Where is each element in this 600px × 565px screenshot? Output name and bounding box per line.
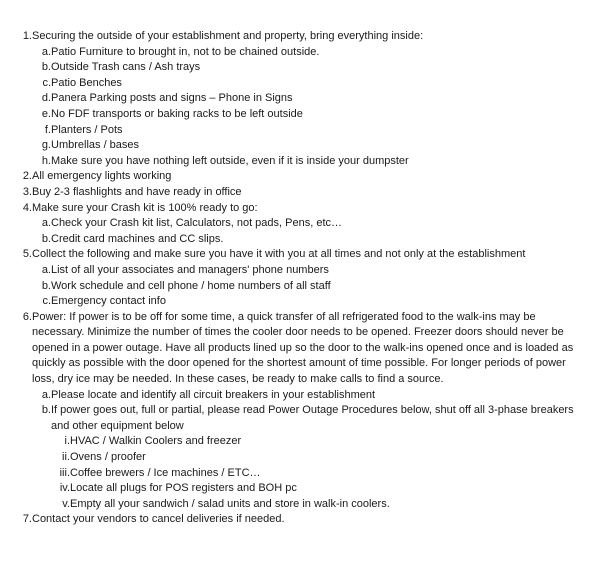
list-item-text: Umbrellas / bases [51,139,140,152]
list-marker: iii. [59,466,70,479]
list-item-level-2 [0,279,600,295]
list-marker: b. [41,61,51,74]
list-item-text: Patio Furniture to brought in, not to be chained outside. [51,45,320,58]
list-item-level-2 [0,263,600,279]
list-item-text: All emergency lights working [32,170,172,183]
list-item-level-3 [0,434,600,450]
numbered-list [0,29,600,528]
list-item-level-1 [0,29,600,45]
list-item-level-2 [0,138,600,154]
list-marker: b. [41,232,51,245]
list-item-text: Buy 2-3 flashlights and have ready in office [32,185,242,198]
list-marker: 1. [22,30,32,42]
list-marker: a. [41,45,51,58]
list-item-text: Collect the following and make sure you have it with you at all times and not only at the establishment [32,248,526,261]
list-marker: 4. [22,201,32,214]
list-item-text: Locate all plugs for POS registers and BOH pc [70,482,297,495]
list-item-level-2 [0,388,600,404]
list-item-text: Ovens / proofer [70,451,146,464]
list-item-text: Securing the outside of your establishment and property, bring everything inside: [32,30,424,42]
list-item-level-1 [0,201,600,217]
list-item-level-3 [0,450,600,466]
list-marker: ii. [62,451,70,464]
list-item-level-2 [0,232,600,248]
list-item-level-2 [0,154,600,170]
list-item-level-2 [0,123,600,139]
list-item-level-2 [0,60,600,76]
list-marker: 5. [22,248,32,261]
list-item-text: Work schedule and cell phone / home numbers of all staff [51,279,331,292]
list-item-text: HVAC / Walkin Coolers and freezer [70,435,242,448]
list-marker: 2. [22,170,32,183]
list-marker: a. [41,263,51,276]
list-item-text: Patio Benches [51,76,122,89]
list-item-text: If power goes out, full or partial, please read Power Outage Procedures below, shut off all 3-phase breakers and other equipment below [51,404,574,432]
list-item-level-3 [0,497,600,513]
list-item-level-2 [0,403,600,434]
list-item-level-2 [0,91,600,107]
list-item-text: List of all your associates and managers' phone numbers [51,263,329,276]
list-item-level-1 [0,185,600,201]
list-item-level-2 [0,45,600,61]
list-marker: v. [62,497,70,510]
list-item-level-2 [0,294,600,310]
list-marker: 3. [22,185,32,198]
list-marker: b. [41,404,51,417]
list-item-level-3 [0,481,600,497]
list-item-text: Empty all your sandwich / salad units and store in walk-in coolers. [70,497,390,510]
list-item-level-3 [0,466,600,482]
list-item-text: Please locate and identify all circuit breakers in your establishment [51,388,376,401]
list-marker: c. [42,76,51,89]
list-marker: h. [41,154,51,167]
list-marker: f. [44,123,51,136]
list-marker: 7. [22,513,32,526]
list-marker: c. [42,295,51,308]
list-item-text: Make sure your Crash kit is 100% ready to go: [32,201,258,214]
list-marker: i. [64,435,70,448]
list-item-text: Make sure you have nothing left outside, even if it is inside your dumpster [51,154,409,167]
list-item-level-2 [0,76,600,92]
list-marker: g. [41,139,51,152]
document-body [0,29,600,528]
list-item-text: Panera Parking posts and signs – Phone in Signs [51,92,293,105]
list-item-text: Credit card machines and CC slips. [51,232,224,245]
list-item-level-1 [0,247,600,263]
list-item-text: Check your Crash kit list, Calculators, not pads, Pens, etc… [51,217,343,230]
list-marker: e. [41,107,51,120]
list-item-text: Contact your vendors to cancel deliveries if needed. [32,513,285,526]
list-item-text: Power: If power is to be off for some time, a quick transfer of all refrigerated food to the walk-ins may be necessary. Minimize the number of times the cooler door needs to be opened. Freezer doors should never be opened in a power outage. Have all products lined up so the door to the walk-ins opened once and is loaded as quickly as possible with the door opened for the shortest amount of time possible. For longer periods of power loss, dry ice may be needed. In these cases, be ready to make calls to find a source. [32,310,574,386]
list-item-level-1 [0,512,600,528]
list-item-level-1 [0,310,600,388]
list-marker: a. [41,217,51,230]
list-item-level-1 [0,169,600,185]
list-marker: b. [41,279,51,292]
list-item-text: No FDF transports or baking racks to be left outside [51,107,303,120]
list-item-text: Emergency contact info [51,295,166,308]
list-item-text: Coffee brewers / Ice machines / ETC… [70,466,261,479]
list-marker: a. [41,388,51,401]
list-marker: d. [41,92,51,105]
list-item-level-2 [0,216,600,232]
list-marker: 6. [22,310,32,323]
list-item-level-2 [0,107,600,123]
list-item-text: Outside Trash cans / Ash trays [51,61,201,74]
list-item-text: Planters / Pots [51,123,123,136]
list-marker: iv. [59,482,70,495]
